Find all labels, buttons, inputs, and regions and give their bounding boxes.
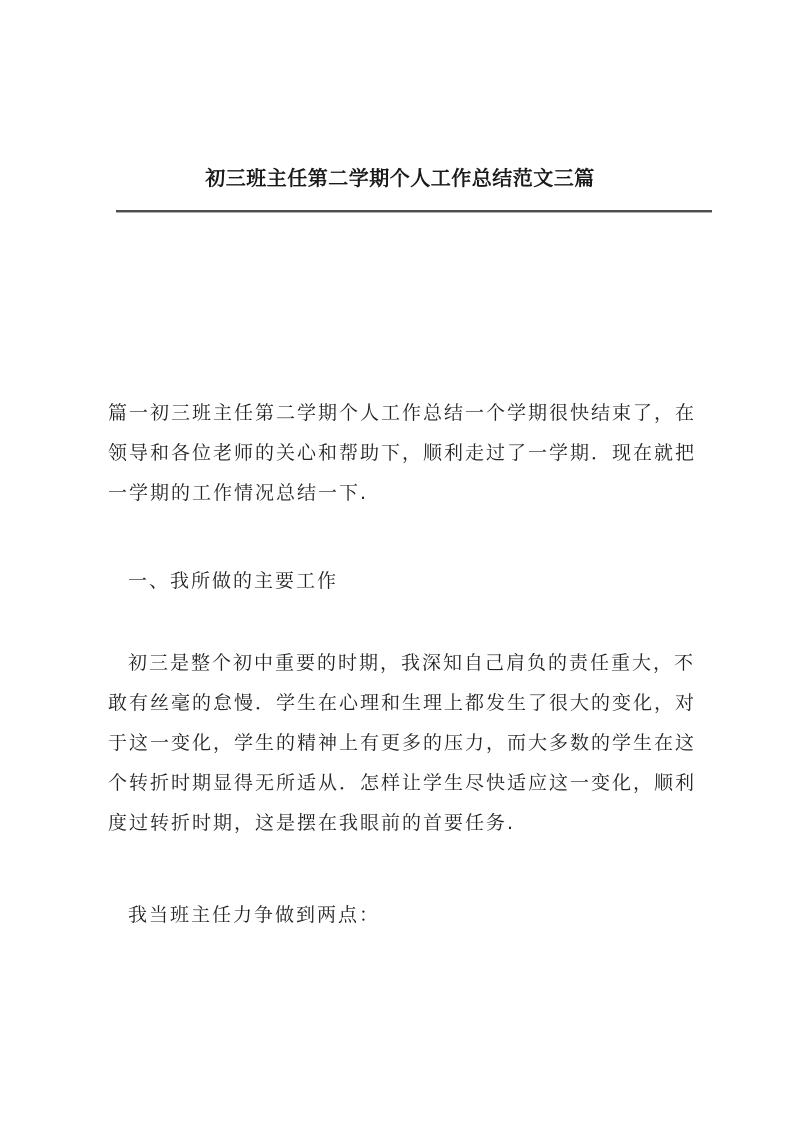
document-title: 初三班主任第二学期个人工作总结范文三篇	[205, 166, 595, 190]
paragraph-line: 于这一变化，学生的精神上有更多的压力，而大多数的学生在这	[108, 732, 697, 754]
section-heading	[108, 561, 714, 601]
section-heading-text: 一、我所做的主要工作	[128, 570, 339, 592]
paragraph-line: 个转折时期显得无所适从．怎样让学生尽快适应这一变化，顺利	[108, 772, 697, 794]
paragraph-line: 度过转折时期，这是摆在我眼前的首要任务.	[108, 812, 516, 834]
paragraph-line: 我当班主任力争做到两点：	[128, 904, 381, 926]
paragraph-line: 敢有丝毫的怠慢．学生在心理和生理上都发生了很大的变化，对	[108, 692, 697, 714]
paragraph-body	[108, 643, 714, 843]
paragraph-line: 领导和各位老师的关心和帮助下，顺利走过了一学期．现在就把	[108, 442, 697, 464]
title-divider	[116, 210, 712, 213]
paragraph-line: 初三是整个初中重要的时期，我深知自己肩负的责任重大，不	[128, 652, 696, 674]
paragraph-line: 一学期的工作情况总结一下.	[108, 482, 369, 504]
paragraph-points	[108, 895, 714, 935]
paragraph-line: 篇一初三班主任第二学期个人工作总结一个学期很快结束了，在	[108, 402, 697, 424]
paragraph-intro	[108, 393, 714, 513]
